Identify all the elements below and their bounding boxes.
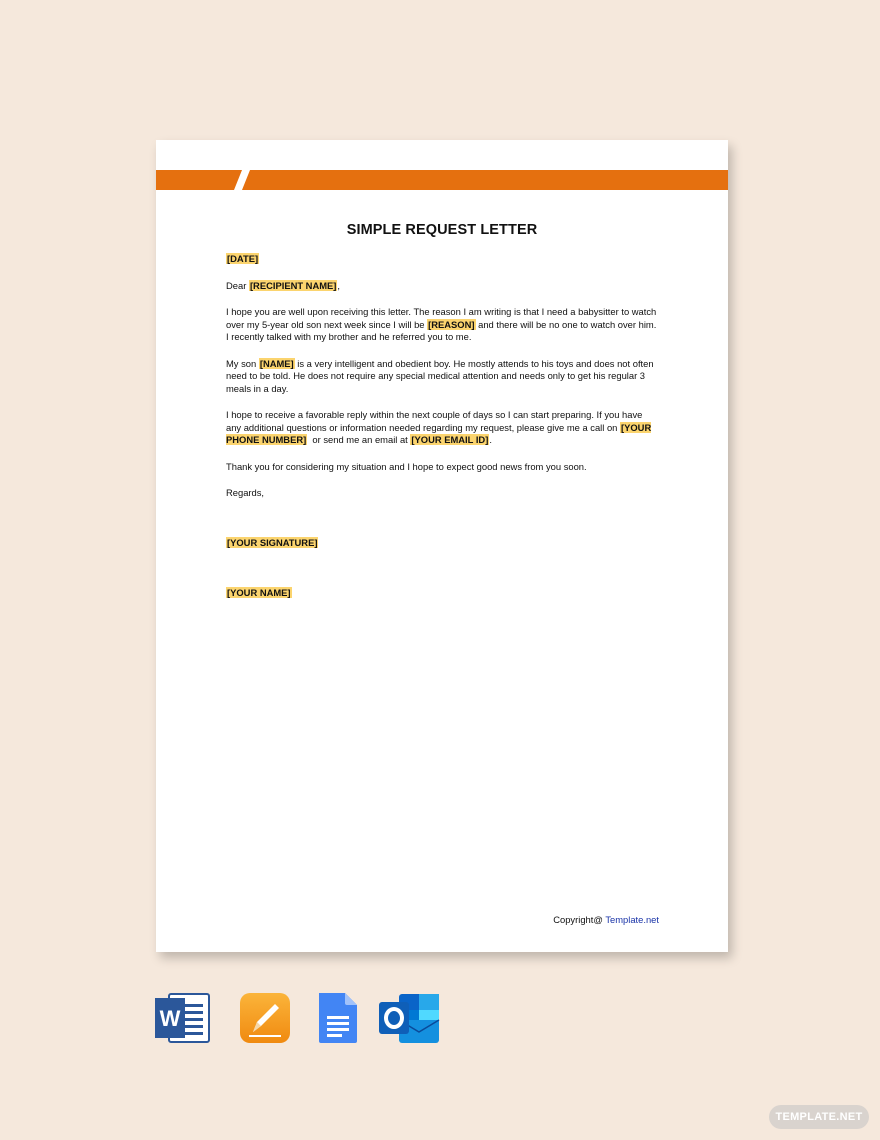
- your-name-placeholder: [YOUR NAME]: [227, 587, 291, 598]
- word-icon[interactable]: [155, 992, 211, 1049]
- name-line: [226, 587, 660, 600]
- paragraph-1: [226, 306, 660, 344]
- copyright: [553, 914, 659, 925]
- letter-page: [156, 140, 728, 952]
- copyright-link[interactable]: Template.net: [605, 914, 659, 925]
- closing: Regards,: [226, 487, 265, 498]
- outlook-icon[interactable]: [379, 992, 441, 1049]
- svg-text:W: W: [159, 1006, 181, 1031]
- google-docs-icon[interactable]: [317, 992, 359, 1049]
- header-band-left: [156, 170, 242, 190]
- salutation-prefix: Dear: [226, 279, 249, 291]
- name-placeholder: [NAME]: [259, 357, 294, 369]
- paragraph-2-text-b: is a very intelligent and obedient boy. He mostly attends to his toys and does not often need to be told. He does not require any special medical attention and needs only to get his regular 3 meals in a day.: [226, 357, 654, 394]
- paragraph-2-text-a: My son: [226, 357, 259, 369]
- pages-icon[interactable]: [239, 992, 291, 1049]
- copyright-label: Copyright@: [553, 914, 606, 925]
- email-placeholder: [YOUR EMAIL ID]: [411, 434, 489, 445]
- date-placeholder: [DATE]: [227, 253, 259, 264]
- paragraph-1-text-b: and there will be no one to watch over him. I recently talked with my brother and he referred you to me.: [226, 318, 657, 342]
- letter-title: SIMPLE REQUEST LETTER: [346, 222, 538, 238]
- paragraph-2: [226, 358, 660, 396]
- date-line: [226, 253, 660, 266]
- paragraph-3-text-c: .: [489, 434, 492, 445]
- signature-placeholder: [YOUR SIGNATURE]: [227, 536, 318, 548]
- phone-placeholder: [YOUR PHONE NUMBER]: [226, 421, 652, 445]
- paragraph-4: Thank you for considering my situation and I hope to expect good news from you soon.: [226, 460, 587, 472]
- letter-body: [226, 253, 660, 614]
- reason-placeholder: [REASON]: [428, 318, 475, 330]
- paragraph-1-text-a: I hope you are well upon receiving this letter. The reason I am writing is that I need a babysitter to watch over my 5-year old son next week since I will be: [226, 306, 657, 330]
- recipient-placeholder: [RECIPIENT NAME]: [249, 279, 337, 291]
- header-band-right: [242, 170, 728, 190]
- paragraph-3: [226, 409, 660, 447]
- salutation-suffix: ,: [337, 279, 341, 291]
- paragraph-3-text-b: or send me an email at: [307, 434, 411, 445]
- signature-line: [226, 537, 660, 550]
- salutation: [226, 280, 660, 293]
- paragraph-3-text-a: I hope to receive a favorable reply within the next couple of days so I can start preparing. If you have any additional questions or information needed regarding my request, please give me a call on: [226, 409, 643, 433]
- template-net-badge[interactable]: TEMPLATE.NET: [769, 1105, 869, 1129]
